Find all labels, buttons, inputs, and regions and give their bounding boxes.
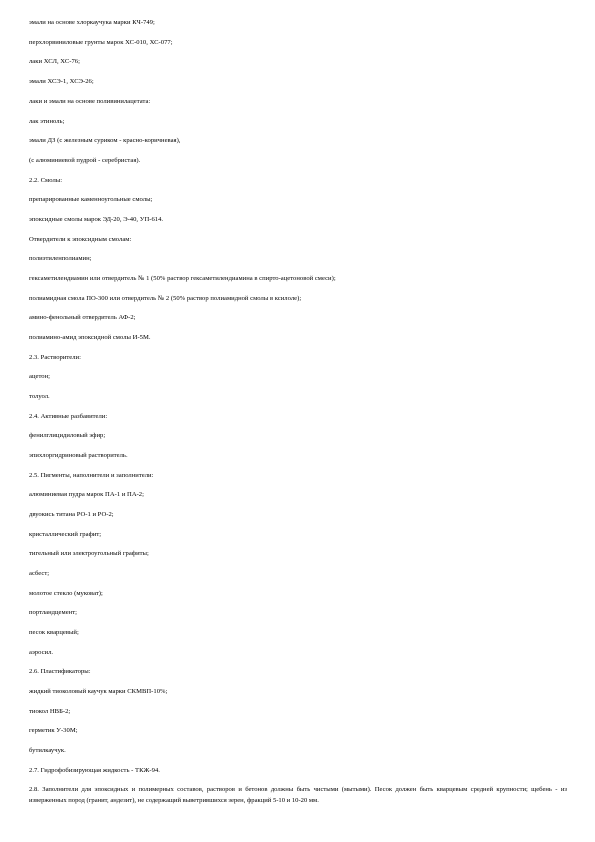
- doc-line: полиэтиленполиамин;: [29, 255, 92, 262]
- doc-line: (с алюминиевой пудрой - серебристая).: [29, 157, 141, 164]
- doc-line: портландцемент;: [29, 609, 77, 616]
- doc-line: гексаметилендиамин или отвердитель № 1 (50% раствор гексаметилендиамина в спирто-ацетоновой смеси);: [29, 275, 336, 282]
- doc-line: эмали ДЗ (с железным суриком - красно-коричневая),: [29, 137, 181, 144]
- doc-line: асбест;: [29, 570, 50, 577]
- section-heading: 2.4. Активные разбавители:: [29, 413, 108, 420]
- doc-line: кристаллический графит;: [29, 531, 102, 538]
- doc-line: алюминиевая пудра марок ПА-1 и ПА-2;: [29, 491, 144, 498]
- doc-line: фенилглицидиловый эфир;: [29, 432, 106, 439]
- doc-line: эпихлоргидриновый растворитель.: [29, 452, 128, 459]
- doc-line: препарированные каменноугольные смолы;: [29, 196, 153, 203]
- section-heading: 2.5. Пигменты, наполнители и заполнители:: [29, 472, 154, 479]
- doc-line: жидкий тиоколовый каучук марки СКМВП-10%;: [29, 688, 168, 695]
- doc-line: полиамино-амид эпоксидной смолы И-5М.: [29, 334, 151, 341]
- doc-line: Отвердители к эпоксидным смолам:: [29, 236, 132, 243]
- doc-line: бутилкаучук.: [29, 747, 66, 754]
- doc-line: эмали ХСЭ-1, ХСЭ-26;: [29, 78, 94, 85]
- doc-line: герметик У-30М;: [29, 727, 78, 734]
- doc-line: перхлорвиниловые грунты марок ХС-010, ХС-077;: [29, 39, 173, 46]
- section-heading: 2.7. Гидрофобизирующая жидкость - ТКЖ-94.: [29, 767, 160, 774]
- section-heading: 2.3. Растворители:: [29, 354, 81, 361]
- final-paragraph: 2.8. Заполнители для эпоксидных и полимерных составов, растворов и бетонов должны быть чистыми (мытыми). Песок должен быть кварцевым средней крупности; щебень - из изверженных пород (гранит, андезит), не содержащий выветрившихся зерен, фракций 5-10 и 10-20 мм.: [29, 786, 567, 804]
- doc-line: тигельный или электроугольный графиты;: [29, 550, 149, 557]
- doc-line: лаки ХСЛ, ХС-76;: [29, 58, 80, 65]
- doc-line: лаки и эмали на основе поливинилацетата:: [29, 98, 151, 105]
- doc-line: песок кварцевый;: [29, 629, 79, 636]
- doc-line: лак этиноль;: [29, 118, 65, 125]
- doc-line: двуокись титана РО-1 и РО-2;: [29, 511, 114, 518]
- doc-line: эмали на основе хлоркаучука марки КЧ-749;: [29, 19, 155, 26]
- section-heading: 2.2. Смолы:: [29, 177, 63, 184]
- doc-line: тиокол НВБ-2;: [29, 708, 71, 715]
- doc-line: эпоксидные смолы марок ЭД-20, Э-40, УП-614.: [29, 216, 164, 223]
- doc-line: полиамидная смола ПО-300 или отвердитель № 2 (50% раствор полиамидной смолы в ксилоле);: [29, 295, 302, 302]
- doc-line: толуол.: [29, 393, 50, 400]
- doc-line: аэросил.: [29, 649, 54, 656]
- section-heading: 2.6. Пластификаторы:: [29, 668, 91, 675]
- doc-line: молотое стекло (муковат);: [29, 590, 103, 597]
- doc-line: амино-фенольный отвердитель АФ-2;: [29, 314, 136, 321]
- doc-line: ацетон;: [29, 373, 50, 380]
